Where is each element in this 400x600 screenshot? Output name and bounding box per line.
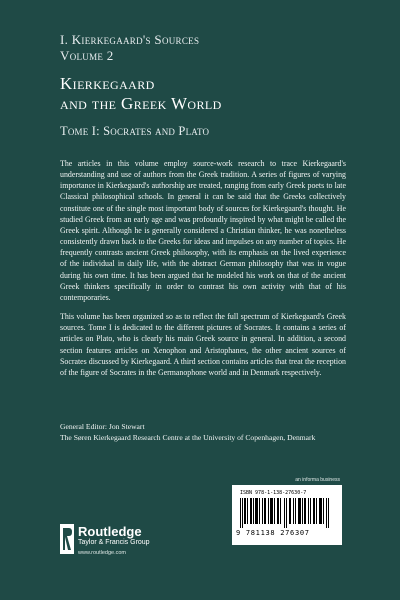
book-title (60, 74, 360, 114)
publisher-group: Taylor & Francis Group (78, 539, 150, 546)
editor-credit (60, 421, 380, 443)
isbn-barcode (232, 485, 342, 545)
isbn-number: ISBN 978-1-138-27630-7 (240, 490, 307, 496)
blurb-paragraph-1: The articles in this volume employ source-work research to trace Kierkegaard's understanding and use of authors from the Greek tradition. A series of figures of varying importance in Kierkegaard's authorship are treated, ranging from early Greek poets to late Classical philosophical schools. In general it can be said that the Greeks collectively constitute one of the single most important body of sources for Kierkegaard's thought. He studied Greek from an early age and was profoundly inspired by what might be called the Greek spirit. Although he is generally considered a Christian thinker, he was nonetheless consistently drawn back to the Greeks for ideas and impulses on any number of topics. He frequently contrasts ancient Greek philosophy, with its emphasis on the lived experience of the individual in daily life, with the abstract German philosophy that was in vogue during his own time. It has been argued that he modeled his work on that of the ancient Greek thinkers specifically in order to contrast his own activity with that of his contemporaries. (60, 159, 346, 302)
research-centre: The Søren Kierkegaard Research Centre at the University of Copenhagen, Denmark (60, 433, 316, 442)
barcode-bars (238, 498, 336, 528)
series-title: I. Kierkegaard's Sources (60, 32, 200, 47)
book-title-line-2: and the Greek World (60, 94, 222, 113)
barcode-digits: 9 781138 276307 (236, 529, 310, 537)
blurb-paragraph-2: This volume has been organized so as to reflect the full spectrum of Kierkegaard's Greek sources. Tome I is dedicated to the different pictures of Socrates. It contains a series of articles on Plato, who is clearly his main Greek source in general. In addition, a second section features articles on Xenophon and Aristophanes, the other ancient sources of Socrates discussed by Kierkegaard. A third section contains articles that treat the reception of the figure of Socrates in the Germanophone world and in Denmark respectively. (60, 312, 346, 377)
informa-tagline: an informa business (295, 477, 340, 483)
tome-subtitle: Tome I: Socrates and Plato (60, 124, 210, 138)
general-editor: General Editor: Jon Stewart (60, 422, 145, 431)
cover-header (60, 32, 360, 139)
blurb (60, 158, 346, 386)
publisher-name: Routledge (78, 524, 142, 539)
book-title-line-1: Kierkegaard (60, 74, 155, 93)
publisher-logo (60, 522, 230, 572)
volume-label: Volume 2 (60, 48, 114, 63)
publisher-url[interactable]: www.routledge.com (78, 550, 126, 556)
routledge-mark-icon (60, 524, 74, 554)
